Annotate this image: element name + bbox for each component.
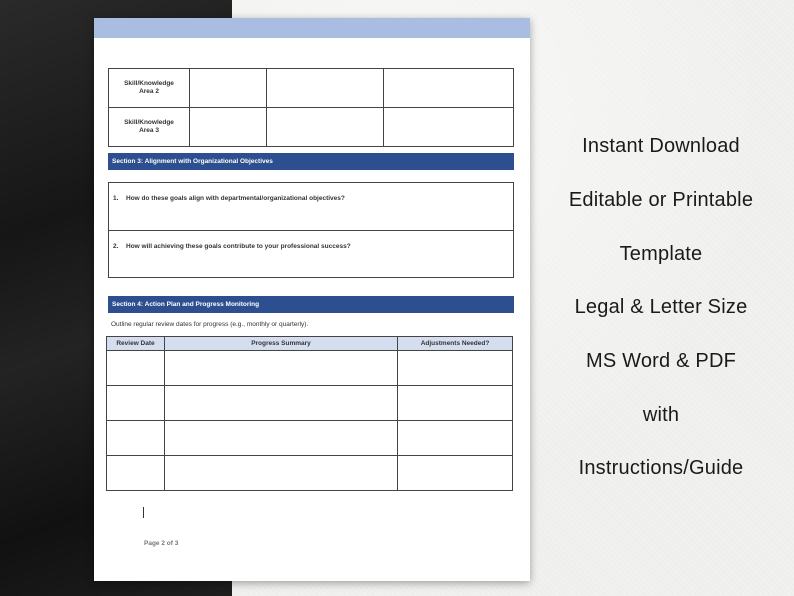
question-number: 1.	[113, 195, 119, 202]
feature-template: Template	[619, 242, 703, 265]
column-header-review-date: Review Date	[107, 337, 165, 351]
table-header-row	[107, 337, 513, 351]
table-cell[interactable]	[107, 386, 165, 421]
table-cell[interactable]	[267, 108, 384, 147]
table-row	[109, 108, 514, 147]
table-cell[interactable]	[398, 421, 513, 456]
table-cell[interactable]	[398, 351, 513, 386]
feature-instant-download: Instant Download	[582, 135, 740, 158]
page-number: Page 2 of 3	[144, 540, 179, 547]
feature-editable-printable: Editable or Printable	[568, 189, 754, 212]
review-table	[106, 336, 513, 491]
feature-with: with	[642, 403, 680, 426]
table-cell[interactable]	[398, 456, 513, 491]
skill-label-line1: Skill/Knowledge	[124, 119, 174, 126]
text-cursor	[143, 507, 144, 518]
section4-instructions: Outline regular review dates for progress (e.g., monthly or quarterly).	[111, 321, 309, 328]
skill-table	[108, 68, 514, 147]
question-box	[108, 182, 514, 278]
table-cell[interactable]	[165, 456, 398, 491]
table-cell[interactable]	[165, 386, 398, 421]
document-page	[94, 18, 530, 581]
table-cell[interactable]	[384, 69, 514, 108]
section3-title: Section 3: Alignment with Organizational Objectives	[108, 153, 514, 170]
page-header-bar	[94, 18, 530, 38]
table-row	[107, 456, 513, 491]
table-cell[interactable]	[165, 421, 398, 456]
section4-title: Section 4: Action Plan and Progress Monitoring	[108, 296, 514, 313]
table-cell[interactable]	[107, 421, 165, 456]
table-cell[interactable]	[190, 69, 267, 108]
table-cell[interactable]	[267, 69, 384, 108]
table-cell[interactable]	[165, 351, 398, 386]
table-cell[interactable]	[190, 108, 267, 147]
table-cell[interactable]	[107, 456, 165, 491]
table-row	[107, 386, 513, 421]
feature-list	[545, 120, 777, 496]
feature-legal-letter-size: Legal & Letter Size	[574, 296, 748, 319]
table-cell[interactable]	[384, 108, 514, 147]
skill-label-line2: Area 3	[139, 127, 159, 134]
question-text: How do these goals align with departmental/organizational objectives?	[126, 195, 345, 202]
question-row[interactable]	[109, 183, 513, 230]
table-row	[109, 69, 514, 108]
feature-ms-word-pdf: MS Word & PDF	[585, 350, 737, 373]
question-text: How will achieving these goals contribute to your professional success?	[126, 243, 351, 250]
skill-label-line1: Skill/Knowledge	[124, 80, 174, 87]
skill-label	[109, 69, 190, 108]
table-row	[107, 421, 513, 456]
feature-instructions-guide: Instructions/Guide	[578, 457, 744, 480]
table-cell[interactable]	[398, 386, 513, 421]
question-number: 2.	[113, 243, 119, 250]
column-header-progress-summary: Progress Summary	[165, 337, 398, 351]
skill-label-line2: Area 2	[139, 88, 159, 95]
question-row[interactable]	[109, 230, 513, 277]
skill-label	[109, 108, 190, 147]
column-header-adjustments: Adjustments Needed?	[398, 337, 513, 351]
table-cell[interactable]	[107, 351, 165, 386]
table-row	[107, 351, 513, 386]
